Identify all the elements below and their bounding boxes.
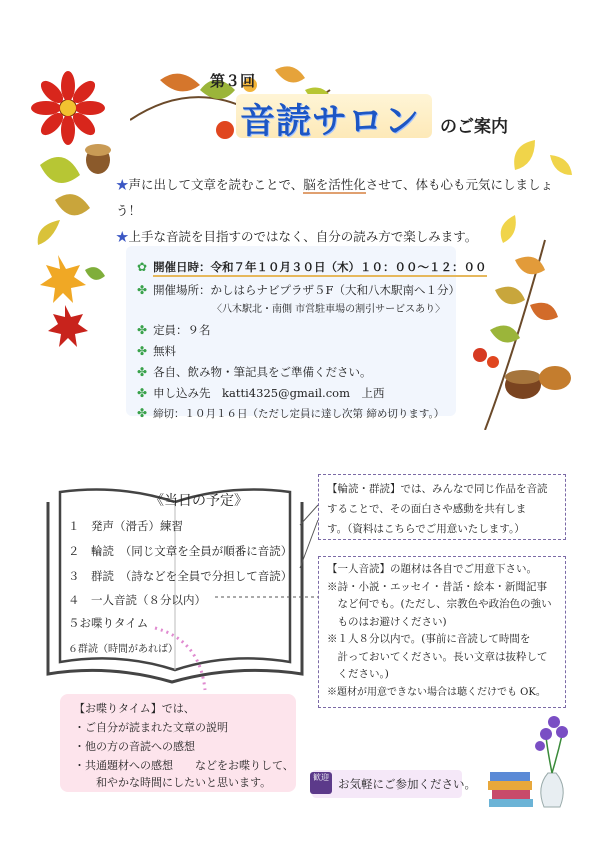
footer-text: お気軽にご参加ください。 [338, 777, 476, 791]
callout-line: す。（資料はこちらでご用意いたします。） [327, 523, 525, 535]
schedule-heading: 《当日の予定》 [150, 493, 248, 509]
info-venue-note: 〈八木駅北・南側 市営駐車場の割引サービスあり〉 [212, 304, 446, 315]
talk-line: ・共通題材への感想 などをお喋りして、 [74, 759, 294, 772]
schedule-item: ２ 輪読 （同じ文章を全員が順番に音読） [68, 544, 293, 558]
info-deadline: ✤ 締切：１０月１６日（ただし定員に達し次第 締め切ります。） [137, 406, 445, 420]
highlight-text: 脳を活性化 [303, 177, 366, 192]
callout-line: することで、その面白さや感動を共有しま [327, 503, 527, 515]
star-icon: ★ [116, 177, 129, 192]
info-bring: ✤ 各自、飲み物・筆記具をご準備ください。 [137, 365, 372, 379]
schedule-item: １ 発声（滑舌）練習 [68, 519, 183, 533]
callout-line: ※１人８分以内で。(事前に音読して時間を [327, 633, 531, 645]
hitori-ondoku-callout [318, 556, 566, 708]
star-icon: ★ [116, 229, 129, 244]
books-and-flower-illustration [484, 712, 574, 808]
talk-line: ・ご自分が読まれた文章の説明 [74, 721, 228, 734]
callout-line: ※題材が用意できない場合は聴くだけでも OK。 [327, 686, 546, 698]
clover-icon: ✤ [137, 323, 148, 337]
info-venue: ✤ 開催場所：かしはらナビプラザ５F（大和八木駅南へ１分） [137, 283, 461, 297]
intro-line-1: ★声に出して文章を読むことで、脳を活性化させて、体も心も元気にしましょ [116, 177, 554, 192]
callout-line: 【一人音読】の題材は各自でご用意下さい。 [327, 563, 537, 575]
talk-line: 【お喋りタイム】では、 [74, 702, 195, 715]
issue-number: 第３回 [210, 72, 256, 90]
schedule-item: ６群読（時間があれば） [68, 644, 178, 655]
callout-line: 計っておいてください。長い文章は抜粋して [327, 650, 548, 663]
welcome-badge: 歓迎 [310, 772, 332, 794]
schedule-item: ４ 一人音読（８分以内） [68, 593, 206, 607]
clover-icon: ✤ [137, 386, 148, 400]
clover-icon: ✤ [137, 365, 148, 379]
schedule-item: ３ 群読 （詩などを全員で分担して音読） [68, 569, 293, 583]
talk-line: 和やかな時間にしたいと思います。 [74, 776, 272, 789]
page-subtitle: のご案内 [440, 117, 508, 137]
callout-line: ください。) [327, 668, 389, 680]
talk-line: ・他の方の音読への感想 [74, 740, 195, 753]
clover-icon: ✤ [137, 406, 148, 420]
clover-icon: ✤ [137, 344, 148, 358]
page-title: 音読サロン [240, 102, 421, 142]
callout-line: など何でも。(ただし、宗教色や政治色の強い [327, 598, 552, 610]
clover-icon: ✤ [137, 283, 148, 297]
info-fee: ✤ 無料 [137, 344, 177, 358]
info-apply: ✤ 申し込み先 katti4325@gmail.com 上西 [137, 386, 385, 400]
intro-line-3: ★上手な音読を目指すのではなく、自分の読み方で楽しみます。 [116, 229, 478, 244]
callout-line: ものはお避けください) [327, 615, 447, 628]
talk-time-box [60, 694, 296, 792]
info-date: ✿ 開催日時：令和７年１０月３０日（木）１０：００〜１２：００ [137, 259, 487, 275]
info-capacity: ✤ 定員：９名 [137, 323, 211, 337]
intro-line-2: う！ [116, 203, 142, 218]
schedule-item: ５お喋りタイム [68, 616, 149, 630]
clover-icon: ✿ [137, 260, 148, 274]
rindoku-callout [318, 474, 566, 540]
callout-line: 【輪読・群読】では、みんなで同じ作品を音読 [327, 483, 548, 495]
callout-line: ※詩・小説・エッセイ・昔話・絵本・新聞記事 [327, 580, 547, 593]
